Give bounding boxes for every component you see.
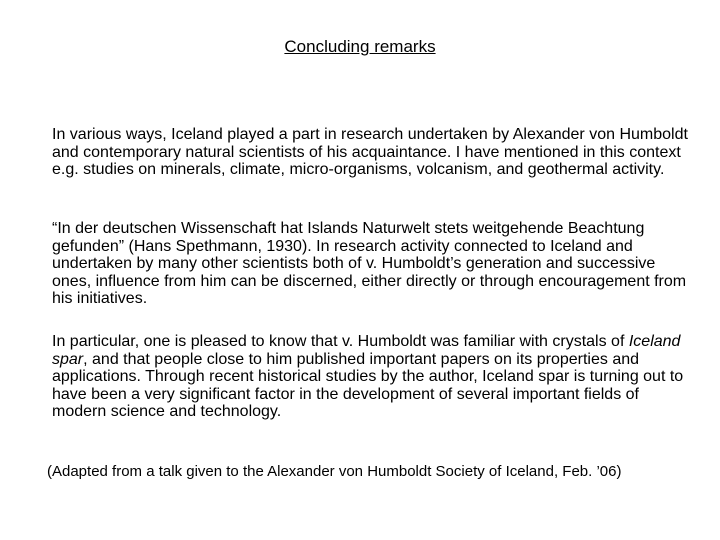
paragraph-text-start: In particular, one is pleased to know that v. Humboldt was familiar with crystals of <box>52 333 629 350</box>
paragraph-text-end: , and that people close to him published important papers on its properties and applications. Through recent historical studies by the author, Iceland spar is turning out to have been a very significant factor in the development of several important fields of modern science and technology. <box>52 350 684 420</box>
source-footnote: (Adapted from a talk given to the Alexander von Humboldt Society of Iceland, Feb. ’06) <box>47 463 622 480</box>
page-title: Concluding remarks <box>284 37 436 56</box>
paragraph-spethmann-quote: “In der deutschen Wissenschaft hat Islands Naturwelt stets weitgehende Beachtung gefunden” (Hans Spethmann, 1930). In research activity connected to Iceland and undertaken by many other scientists both of v. Humboldt’s generation and successive ones, influence from him can be discerned, either directly or through encouragement from his initiatives. <box>52 220 687 307</box>
paragraph-iceland-spar <box>52 333 692 421</box>
paragraph-iceland-research: In various ways, Iceland played a part in research undertaken by Alexander von Humboldt and contemporary natural scientists of his acquaintance. I have mentioned in this context e.g. studies on minerals, climate, micro-organisms, volcanism, and geothermal activity. <box>52 126 688 178</box>
iceland-spar-emphasis: Iceland spar <box>52 333 681 368</box>
